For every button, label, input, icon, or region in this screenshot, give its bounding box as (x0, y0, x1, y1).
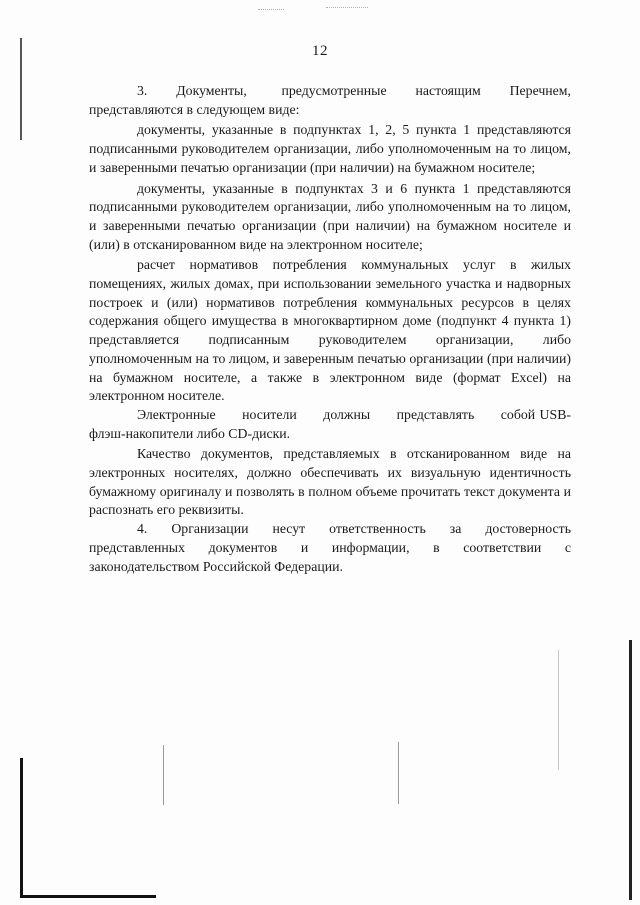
scan-artifact-line (558, 650, 559, 770)
paragraph-scan-quality: Качество документов, представляемых в отсканированном виде на электронных носителях, должно обеспечивать их визуальную идентичность бумажному оригиналу и позволять в полном объеме прочитать текст документа и распознать его реквизиты. (89, 446, 571, 518)
page-number: 12 (312, 43, 328, 59)
scan-artifact-line (398, 742, 399, 804)
paragraph-4-responsibility: 4. Организации несут ответственность за достоверность представленных документов и информации, в соответствии с законодательством Российской Федерации. (89, 521, 571, 574)
scan-artifact-line (163, 745, 164, 805)
scan-artifact-dots (258, 9, 284, 11)
document-body (89, 82, 571, 576)
scan-edge-line-horizontal (20, 895, 156, 898)
paragraph-electronic-media: Электронные носители должны представлять собой USB-флэш-накопители либо CD-диски. (89, 406, 571, 441)
paragraph-calculation-norms: расчет нормативов потребления коммунальных услуг в жилых помещениях, жилых домах, при использовании земельного участка и надворных построек и (или) нормативов потребления коммунальных ресурсов в целях содержания общего имущества в многоквартирном доме (подпункт 4 пункта 1) представляется подписанным руководителем организации, либо уполномоченным на то лицом, и заверенным печатью организации (при наличии) на бумажном носителе, а также в электронном виде (формат Excel) на электронном носителе. (89, 257, 571, 404)
scan-artifact-dots (326, 7, 368, 9)
scan-edge-line-bottom (20, 758, 23, 898)
paragraph-subpoints-1-2-5: документы, указанные в подпунктах 1, 2, 5 пункта 1 представляются подписанными руководителем организации, либо уполномоченным на то лицом, и заверенными печатью организации (при наличии) на бумажном носителе; (89, 122, 571, 175)
scan-edge-line-right (629, 640, 632, 900)
paragraph-3-intro: 3. Документы, предусмотренные настоящим Перечнем, представляются в следующем виде: (89, 83, 571, 117)
paragraph-subpoints-3-6: документы, указанные в подпунктах 3 и 6 пункта 1 представляются подписанными руководителем организации, либо уполномоченным на то лицом, и заверенными печатью организации (при наличии) на бумажном носителе и (или) в отсканированном виде на электронном носителе; (89, 180, 571, 252)
